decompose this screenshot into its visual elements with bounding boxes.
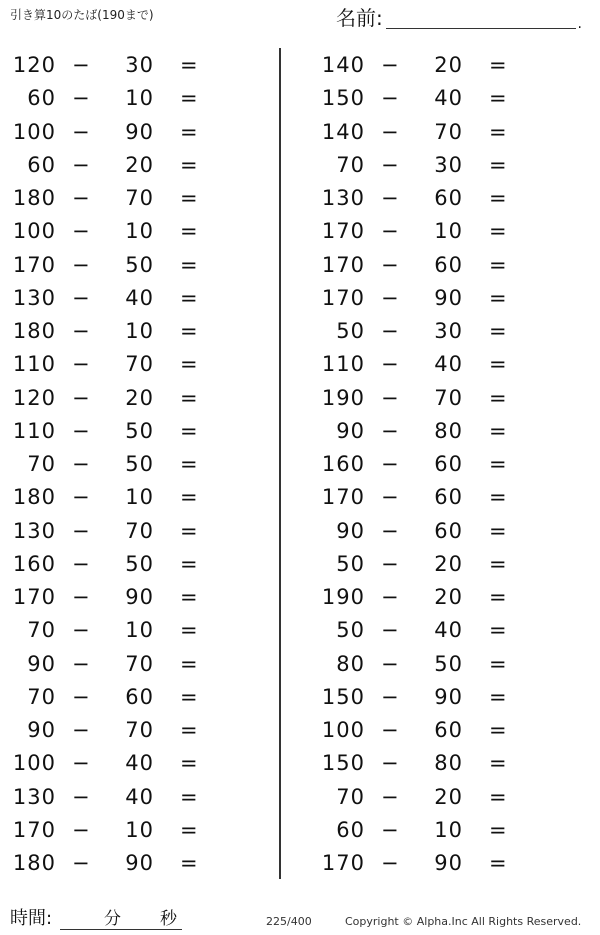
subtrahend: 50 xyxy=(125,418,154,443)
subtrahend: 90 xyxy=(125,851,154,875)
problems-right-column xyxy=(309,48,579,879)
equals-sign: = xyxy=(489,718,508,742)
equals-sign: = xyxy=(180,817,199,842)
minutes-label: 分 xyxy=(104,909,121,929)
problem-row xyxy=(309,780,579,813)
minus-sign: − xyxy=(72,651,91,676)
problem-row xyxy=(309,680,579,713)
problem-row xyxy=(0,48,270,81)
minuend: 70 xyxy=(27,452,56,476)
minus-sign: − xyxy=(381,784,400,809)
subtrahend: 10 xyxy=(125,485,154,510)
name-line-end-dot: . xyxy=(577,16,582,32)
column-divider xyxy=(279,48,281,879)
minuend: 110 xyxy=(12,352,56,377)
minuend: 50 xyxy=(336,618,365,643)
equals-sign: = xyxy=(489,585,508,609)
minus-sign: − xyxy=(72,585,91,609)
name-field[interactable] xyxy=(336,5,582,31)
subtrahend: 10 xyxy=(434,219,463,244)
problem-row xyxy=(309,347,579,380)
minuend: 150 xyxy=(321,684,365,709)
minuend: 100 xyxy=(12,219,56,244)
subtrahend: 70 xyxy=(125,651,154,676)
minus-sign: − xyxy=(381,119,400,144)
minuend: 140 xyxy=(321,53,365,77)
problem-row xyxy=(309,115,579,148)
subtrahend: 50 xyxy=(434,651,463,676)
subtrahend: 10 xyxy=(125,219,154,244)
problem-row xyxy=(0,181,270,214)
minus-sign: − xyxy=(72,817,91,842)
subtrahend: 50 xyxy=(125,551,154,576)
subtrahend: 10 xyxy=(125,817,154,842)
problem-row xyxy=(0,381,270,414)
equals-sign: = xyxy=(180,252,199,277)
equals-sign: = xyxy=(489,817,508,842)
minus-sign: − xyxy=(72,385,91,410)
minus-sign: − xyxy=(381,651,400,676)
equals-sign: = xyxy=(489,119,508,144)
problem-row xyxy=(309,414,579,447)
minuend: 100 xyxy=(12,119,56,144)
minuend: 140 xyxy=(321,119,365,144)
subtrahend: 70 xyxy=(125,718,154,742)
subtrahend: 30 xyxy=(125,53,154,77)
equals-sign: = xyxy=(489,784,508,809)
minus-sign: − xyxy=(381,751,400,776)
problem-row xyxy=(0,281,270,314)
subtrahend: 70 xyxy=(434,119,463,144)
minuend: 60 xyxy=(27,152,56,177)
problem-row xyxy=(309,813,579,846)
minuend: 110 xyxy=(12,418,56,443)
subtrahend: 60 xyxy=(434,485,463,510)
minus-sign: − xyxy=(381,551,400,576)
equals-sign: = xyxy=(489,252,508,277)
problem-row xyxy=(0,713,270,746)
equals-sign: = xyxy=(180,784,199,809)
equals-sign: = xyxy=(489,152,508,177)
minus-sign: − xyxy=(72,485,91,510)
subtrahend: 90 xyxy=(125,585,154,609)
equals-sign: = xyxy=(180,651,199,676)
subtrahend: 70 xyxy=(125,518,154,543)
minus-sign: − xyxy=(381,418,400,443)
minuend: 70 xyxy=(336,784,365,809)
equals-sign: = xyxy=(489,285,508,310)
subtrahend: 80 xyxy=(434,418,463,443)
minuend: 90 xyxy=(336,418,365,443)
problem-row xyxy=(0,547,270,580)
subtrahend: 70 xyxy=(125,352,154,377)
equals-sign: = xyxy=(489,851,508,875)
minus-sign: − xyxy=(72,352,91,377)
minuend: 70 xyxy=(27,684,56,709)
minus-sign: − xyxy=(381,452,400,476)
minuend: 130 xyxy=(12,518,56,543)
problem-row xyxy=(0,746,270,779)
minuend: 130 xyxy=(12,784,56,809)
minuend: 170 xyxy=(12,817,56,842)
equals-sign: = xyxy=(489,352,508,377)
problem-row xyxy=(0,580,270,613)
problem-row xyxy=(0,680,270,713)
minuend: 170 xyxy=(321,252,365,277)
equals-sign: = xyxy=(180,219,199,244)
minus-sign: − xyxy=(72,119,91,144)
minuend: 180 xyxy=(12,319,56,343)
minuend: 110 xyxy=(321,352,365,377)
problem-row xyxy=(0,115,270,148)
equals-sign: = xyxy=(489,452,508,476)
equals-sign: = xyxy=(489,53,508,77)
minus-sign: − xyxy=(72,452,91,476)
minus-sign: − xyxy=(381,53,400,77)
subtrahend: 10 xyxy=(125,618,154,643)
minus-sign: − xyxy=(72,718,91,742)
minuend: 90 xyxy=(336,518,365,543)
subtrahend: 60 xyxy=(434,252,463,277)
problem-row xyxy=(0,414,270,447)
problem-row xyxy=(0,846,270,879)
problem-row xyxy=(309,514,579,547)
page-counter: 225/400 xyxy=(266,915,312,928)
minuend: 150 xyxy=(321,751,365,776)
minus-sign: − xyxy=(381,851,400,875)
problem-row xyxy=(0,514,270,547)
subtrahend: 60 xyxy=(434,452,463,476)
minus-sign: − xyxy=(381,152,400,177)
minuend: 80 xyxy=(336,651,365,676)
subtrahend: 50 xyxy=(125,452,154,476)
problem-row xyxy=(309,613,579,646)
equals-sign: = xyxy=(489,385,508,410)
problem-row xyxy=(309,580,579,613)
minus-sign: − xyxy=(381,684,400,709)
equals-sign: = xyxy=(180,53,199,77)
minus-sign: − xyxy=(72,751,91,776)
problem-row xyxy=(0,647,270,680)
problem-row xyxy=(309,281,579,314)
subtrahend: 20 xyxy=(434,551,463,576)
minus-sign: − xyxy=(72,53,91,77)
minuend: 90 xyxy=(27,651,56,676)
subtrahend: 10 xyxy=(434,817,463,842)
minuend: 170 xyxy=(12,585,56,609)
problem-row xyxy=(309,713,579,746)
subtrahend: 30 xyxy=(434,319,463,343)
equals-sign: = xyxy=(180,851,199,875)
problem-row xyxy=(309,381,579,414)
minus-sign: − xyxy=(72,684,91,709)
minus-sign: − xyxy=(381,219,400,244)
equals-sign: = xyxy=(180,418,199,443)
equals-sign: = xyxy=(180,385,199,410)
minus-sign: − xyxy=(381,485,400,510)
problem-row xyxy=(0,314,270,347)
worksheet-title: 引き算10のたば(190まで) xyxy=(10,8,154,22)
subtrahend: 60 xyxy=(434,186,463,210)
minus-sign: − xyxy=(72,152,91,177)
minuend: 170 xyxy=(12,252,56,277)
equals-sign: = xyxy=(489,651,508,676)
minus-sign: − xyxy=(381,352,400,377)
minus-sign: − xyxy=(72,186,91,210)
minuend: 170 xyxy=(321,219,365,244)
subtrahend: 40 xyxy=(434,86,463,111)
subtrahend: 20 xyxy=(125,385,154,410)
problem-row xyxy=(0,613,270,646)
time-field xyxy=(10,905,180,933)
equals-sign: = xyxy=(180,86,199,111)
subtrahend: 80 xyxy=(434,751,463,776)
problem-row xyxy=(309,81,579,114)
name-underline xyxy=(386,28,576,29)
minus-sign: − xyxy=(381,186,400,210)
equals-sign: = xyxy=(180,718,199,742)
minus-sign: − xyxy=(381,618,400,643)
problem-row xyxy=(0,148,270,181)
minuend: 160 xyxy=(321,452,365,476)
problem-row xyxy=(309,148,579,181)
problem-row xyxy=(309,746,579,779)
equals-sign: = xyxy=(180,319,199,343)
subtrahend: 60 xyxy=(434,718,463,742)
subtrahend: 90 xyxy=(434,851,463,875)
minus-sign: − xyxy=(72,784,91,809)
equals-sign: = xyxy=(489,751,508,776)
problem-row xyxy=(309,447,579,480)
minuend: 120 xyxy=(12,53,56,77)
equals-sign: = xyxy=(180,452,199,476)
problem-row xyxy=(0,447,270,480)
subtrahend: 20 xyxy=(434,784,463,809)
problem-row xyxy=(0,813,270,846)
problem-row xyxy=(0,248,270,281)
minus-sign: − xyxy=(72,618,91,643)
equals-sign: = xyxy=(180,119,199,144)
minus-sign: − xyxy=(72,851,91,875)
equals-sign: = xyxy=(180,152,199,177)
minus-sign: − xyxy=(381,585,400,609)
equals-sign: = xyxy=(180,684,199,709)
equals-sign: = xyxy=(180,485,199,510)
minus-sign: − xyxy=(381,285,400,310)
equals-sign: = xyxy=(180,751,199,776)
minuend: 130 xyxy=(12,285,56,310)
minuend: 70 xyxy=(336,152,365,177)
problem-row xyxy=(309,214,579,247)
problem-row xyxy=(0,214,270,247)
equals-sign: = xyxy=(489,618,508,643)
subtrahend: 90 xyxy=(125,119,154,144)
subtrahend: 20 xyxy=(434,585,463,609)
minuend: 180 xyxy=(12,485,56,510)
equals-sign: = xyxy=(489,186,508,210)
minuend: 100 xyxy=(321,718,365,742)
minus-sign: − xyxy=(381,385,400,410)
subtrahend: 40 xyxy=(125,784,154,809)
copyright-text: Copyright © Alpha.Inc All Rights Reserved. xyxy=(345,915,582,928)
problem-row xyxy=(309,647,579,680)
minuend: 120 xyxy=(12,385,56,410)
minus-sign: − xyxy=(72,418,91,443)
equals-sign: = xyxy=(180,518,199,543)
minuend: 150 xyxy=(321,86,365,111)
subtrahend: 70 xyxy=(125,186,154,210)
minus-sign: − xyxy=(381,319,400,343)
equals-sign: = xyxy=(180,186,199,210)
minuend: 50 xyxy=(336,551,365,576)
minus-sign: − xyxy=(381,718,400,742)
minus-sign: − xyxy=(72,252,91,277)
problem-row xyxy=(309,48,579,81)
minus-sign: − xyxy=(72,518,91,543)
equals-sign: = xyxy=(489,319,508,343)
minuend: 90 xyxy=(27,718,56,742)
subtrahend: 90 xyxy=(434,684,463,709)
problem-row xyxy=(309,547,579,580)
problem-row xyxy=(309,846,579,879)
equals-sign: = xyxy=(489,86,508,111)
minuend: 60 xyxy=(336,817,365,842)
equals-sign: = xyxy=(489,418,508,443)
problem-row xyxy=(0,81,270,114)
problem-row xyxy=(0,480,270,513)
equals-sign: = xyxy=(180,551,199,576)
minuend: 180 xyxy=(12,186,56,210)
minus-sign: − xyxy=(72,285,91,310)
equals-sign: = xyxy=(489,518,508,543)
subtrahend: 60 xyxy=(125,684,154,709)
seconds-label: 秒 xyxy=(160,909,177,929)
equals-sign: = xyxy=(180,618,199,643)
minuend: 130 xyxy=(321,186,365,210)
subtrahend: 70 xyxy=(434,385,463,410)
minuend: 170 xyxy=(321,851,365,875)
minuend: 190 xyxy=(321,385,365,410)
subtrahend: 20 xyxy=(434,53,463,77)
subtrahend: 40 xyxy=(125,751,154,776)
equals-sign: = xyxy=(489,551,508,576)
time-label: 時間: xyxy=(10,908,53,929)
subtrahend: 40 xyxy=(434,618,463,643)
subtrahend: 20 xyxy=(125,152,154,177)
equals-sign: = xyxy=(489,219,508,244)
problem-row xyxy=(0,780,270,813)
minus-sign: − xyxy=(381,518,400,543)
minuend: 170 xyxy=(321,485,365,510)
subtrahend: 60 xyxy=(434,518,463,543)
problem-row xyxy=(309,480,579,513)
problem-row xyxy=(0,347,270,380)
minus-sign: − xyxy=(381,86,400,111)
subtrahend: 10 xyxy=(125,86,154,111)
minus-sign: − xyxy=(381,817,400,842)
problem-row xyxy=(309,314,579,347)
minuend: 70 xyxy=(27,618,56,643)
equals-sign: = xyxy=(489,485,508,510)
minus-sign: − xyxy=(72,551,91,576)
minuend: 50 xyxy=(336,319,365,343)
equals-sign: = xyxy=(180,285,199,310)
problem-row xyxy=(309,181,579,214)
minuend: 100 xyxy=(12,751,56,776)
minus-sign: − xyxy=(72,219,91,244)
minuend: 180 xyxy=(12,851,56,875)
minus-sign: − xyxy=(72,319,91,343)
subtrahend: 40 xyxy=(434,352,463,377)
equals-sign: = xyxy=(180,585,199,609)
subtrahend: 40 xyxy=(125,285,154,310)
name-label: 名前: xyxy=(336,6,383,30)
minus-sign: − xyxy=(72,86,91,111)
subtrahend: 90 xyxy=(434,285,463,310)
equals-sign: = xyxy=(489,684,508,709)
problems-left-column xyxy=(0,48,270,879)
minuend: 190 xyxy=(321,585,365,609)
minus-sign: − xyxy=(381,252,400,277)
equals-sign: = xyxy=(180,352,199,377)
minuend: 60 xyxy=(27,86,56,111)
problem-row xyxy=(309,248,579,281)
minuend: 170 xyxy=(321,285,365,310)
minuend: 160 xyxy=(12,551,56,576)
subtrahend: 10 xyxy=(125,319,154,343)
subtrahend: 50 xyxy=(125,252,154,277)
subtrahend: 30 xyxy=(434,152,463,177)
